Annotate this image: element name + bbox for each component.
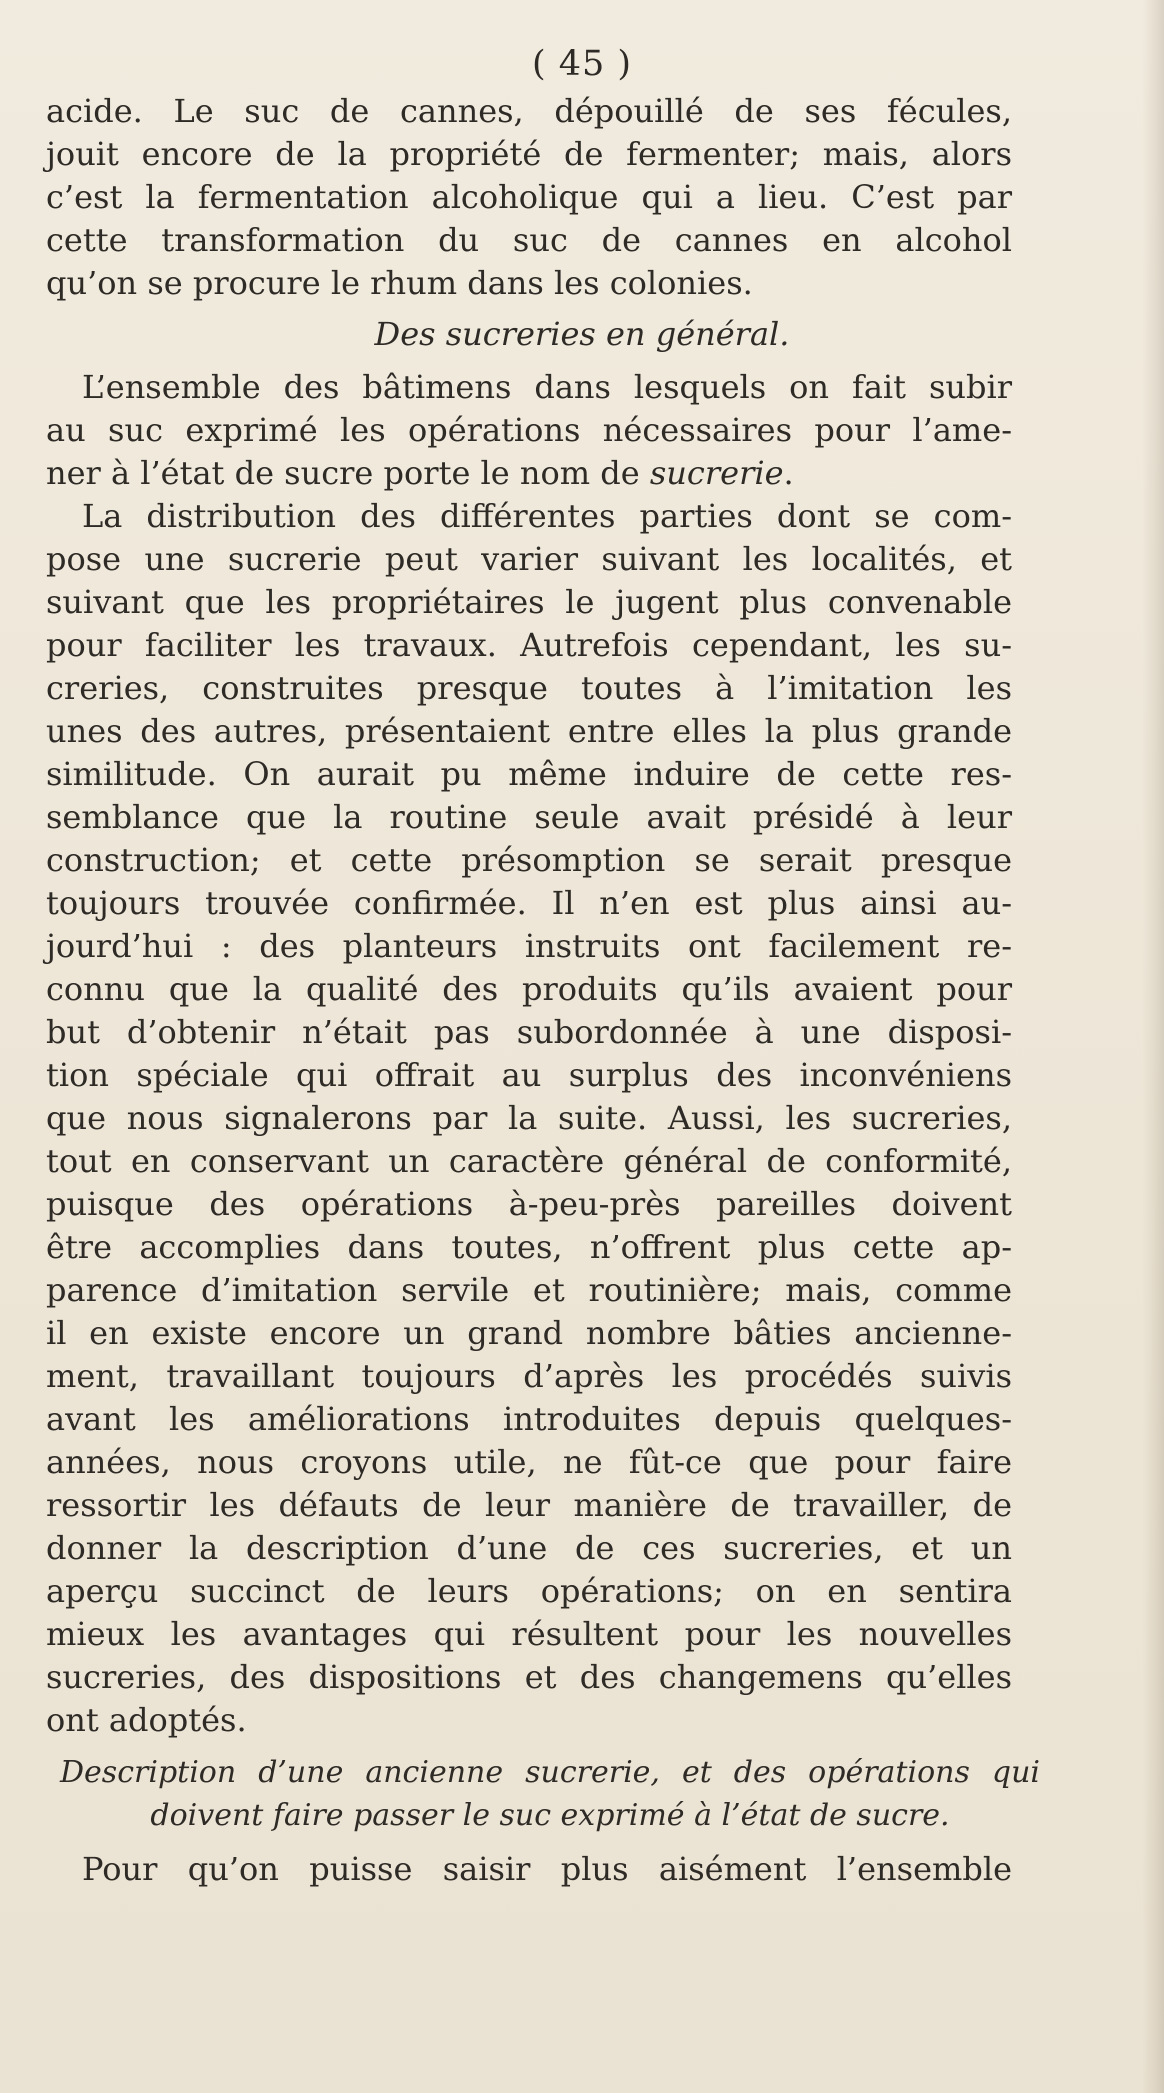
- text-line: aperçu succinct de leurs opérations; on en sentira: [46, 1572, 1012, 1610]
- text-line: similitude. On aurait pu même induire de cette res-: [46, 755, 1012, 793]
- page-number: ( 45 ): [531, 44, 633, 84]
- text-line: construction; et cette présomption se serait presque: [46, 841, 1012, 879]
- text-line: jouit encore de la propriété de fermenter; mais, alors: [46, 135, 1012, 173]
- text-run: .: [783, 454, 794, 492]
- text-line: acide. Le suc de cannes, dépouillé de ses fécules,: [46, 92, 1012, 130]
- italic-term: sucrerie: [649, 454, 784, 492]
- text-line: cette transformation du suc de cannes en alcohol: [46, 221, 1012, 259]
- section-heading-line: doivent faire passer le suc exprimé à l’état de sucre.: [150, 1798, 950, 1833]
- text-line: creries, construites presque toutes à l’imitation les: [46, 669, 1012, 707]
- text-line: donner la description d’une de ces sucreries, et un: [46, 1529, 1012, 1567]
- text-line: au suc exprimé les opérations nécessaires pour l’ame-: [46, 411, 1012, 449]
- text-line: il en existe encore un grand nombre bâties ancienne-: [46, 1314, 1012, 1352]
- text-line: parence d’imitation servile et routinière; mais, comme: [46, 1271, 1012, 1309]
- paragraph-first-line: Pour qu’on puisse saisir plus aisément l’ensemble: [82, 1850, 1012, 1888]
- text-line: ressortir les défauts de leur manière de travailler, de: [46, 1486, 1012, 1524]
- text-line: toujours trouvée confirmée. Il n’en est plus ainsi au-: [46, 884, 1012, 922]
- text-line: connu que la qualité des produits qu’ils avaient pour: [46, 970, 1012, 1008]
- paragraph-first-line: L’ensemble des bâtimens dans lesquels on fait subir: [82, 368, 1012, 406]
- text-line: unes des autres, présentaient entre elles la plus grande: [46, 712, 1012, 750]
- text-line: ont adoptés.: [46, 1701, 247, 1739]
- text-run: ner à l’état de sucre porte le nom de: [46, 454, 650, 492]
- section-heading: Des sucreries en général.: [374, 315, 790, 353]
- text-line: but d’obtenir n’était pas subordonnée à une disposi-: [46, 1013, 1012, 1051]
- text-line: tout en conservant un caractère général de conformité,: [46, 1142, 1012, 1180]
- text-line: sucreries, des dispositions et des changemens qu’elles: [46, 1658, 1012, 1696]
- section-heading-line: Description d’une ancienne sucrerie, et des opérations qui: [60, 1755, 1040, 1790]
- text-line: ment, travaillant toujours d’après les procédés suivis: [46, 1357, 1012, 1395]
- text-line: années, nous croyons utile, ne fût-ce que pour faire: [46, 1443, 1012, 1481]
- text-line: mieux les avantages qui résultent pour les nouvelles: [46, 1615, 1012, 1653]
- text-line: suivant que les propriétaires le jugent plus convenable: [46, 583, 1012, 621]
- text-line: [46, 452, 1012, 494]
- text-line: jourd’hui : des planteurs instruits ont facilement re-: [46, 927, 1012, 965]
- text-line: pour faciliter les travaux. Autrefois cependant, les su-: [46, 626, 1012, 664]
- text-line: puisque des opérations à-peu-près pareilles doivent: [46, 1185, 1012, 1223]
- text-line: être accomplies dans toutes, n’offrent plus cette ap-: [46, 1228, 1012, 1266]
- text-line: semblance que la routine seule avait présidé à leur: [46, 798, 1012, 836]
- text-line: qu’on se procure le rhum dans les colonies.: [46, 264, 753, 302]
- text-line: avant les améliorations introduites depuis quelques-: [46, 1400, 1012, 1438]
- text-line: pose une sucrerie peut varier suivant les localités, et: [46, 540, 1012, 578]
- text-line: c’est la fermentation alcoholique qui a lieu. C’est par: [46, 178, 1012, 216]
- text-line: que nous signalerons par la suite. Aussi, les sucreries,: [46, 1099, 1012, 1137]
- text-line: tion spéciale qui offrait au surplus des inconvéniens: [46, 1056, 1012, 1094]
- paragraph-first-line: La distribution des différentes parties dont se com-: [82, 497, 1012, 535]
